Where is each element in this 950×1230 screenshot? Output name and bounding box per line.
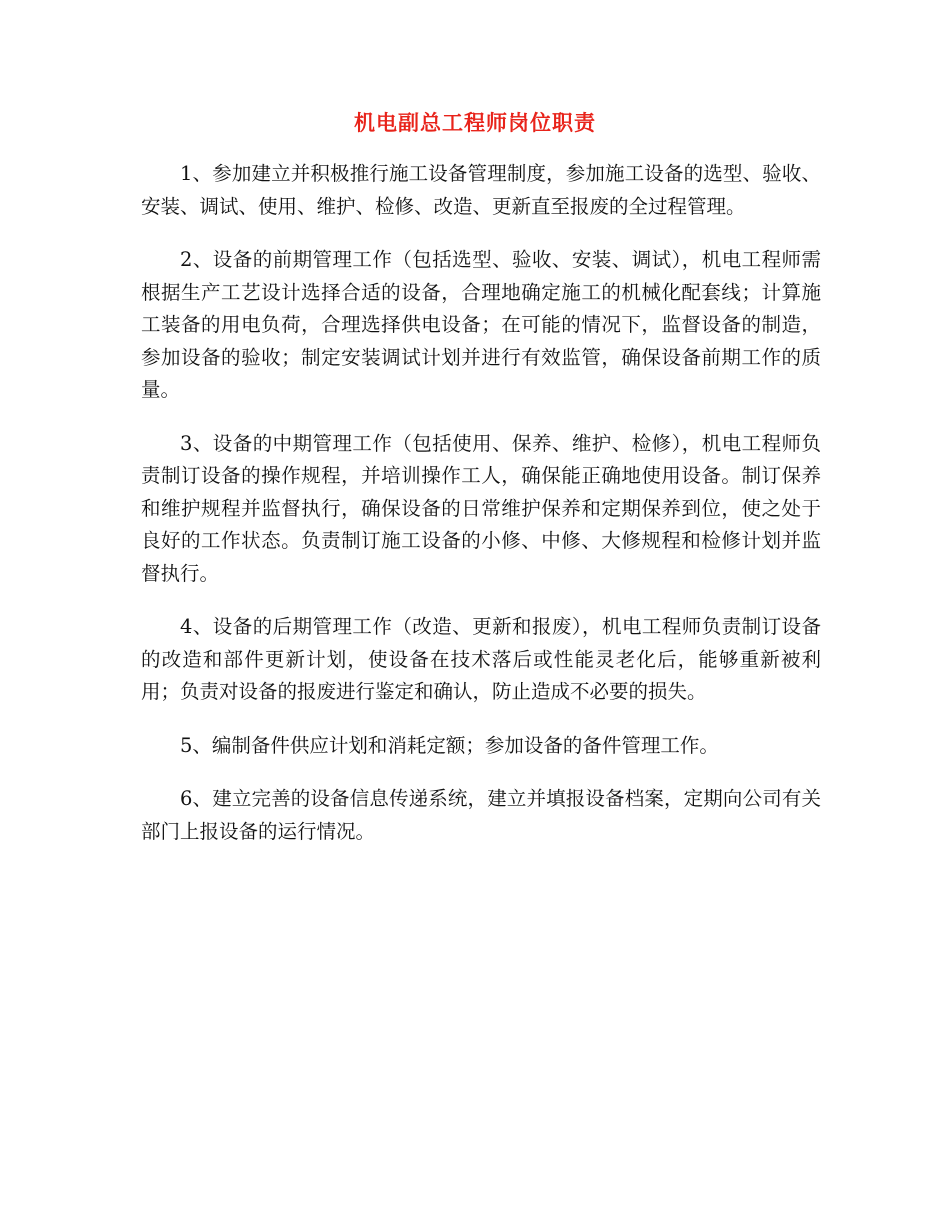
duty-paragraph-2: 2、设备的前期管理工作（包括选型、验收、安装、调试），机电工程师需根据生产工艺设计选择合适的设备，合理地确定施工的机械化配套线；计算施工装备的用电负荷，合理选择供电设备；在可能的情况下，监督设备的制造，参加设备的验收；制定安装调试计划并进行有效监管，确保设备前期工作的质量。 bbox=[141, 248, 821, 401]
duty-paragraph-5: 5、编制备件供应计划和消耗定额；参加设备的备件管理工作。 bbox=[180, 733, 719, 757]
duty-paragraph-6: 6、建立完善的设备信息传递系统，建立并填报设备档案，定期向公司有关部门上报设备的运行情况。 bbox=[141, 787, 821, 843]
document-body bbox=[141, 158, 821, 869]
duty-paragraph-4: 4、设备的后期管理工作（改造、更新和报废），机电工程师负责制订设备的改造和部件更新计划，使设备在技术落后或性能灵老化后，能够重新被利用；负责对设备的报废进行鉴定和确认，防止造成不必要的损失。 bbox=[141, 615, 821, 703]
duty-paragraph-1: 1、参加建立并积极推行施工设备管理制度，参加施工设备的选型、验收、安装、调试、使用、维护、检修、改造、更新直至报废的全过程管理。 bbox=[141, 162, 821, 218]
duty-paragraph-3: 3、设备的中期管理工作（包括使用、保养、维护、检修），机电工程师负责制订设备的操作规程，并培训操作工人，确保能正确地使用设备。制订保养和维护规程并监督执行，确保设备的日常维护保养和定期保养到位，使之处于良好的工作状态。负责制订施工设备的小修、中修、大修规程和检修计划并监督执行。 bbox=[141, 431, 821, 585]
document-title: 机电副总工程师岗位职责 bbox=[354, 110, 596, 135]
